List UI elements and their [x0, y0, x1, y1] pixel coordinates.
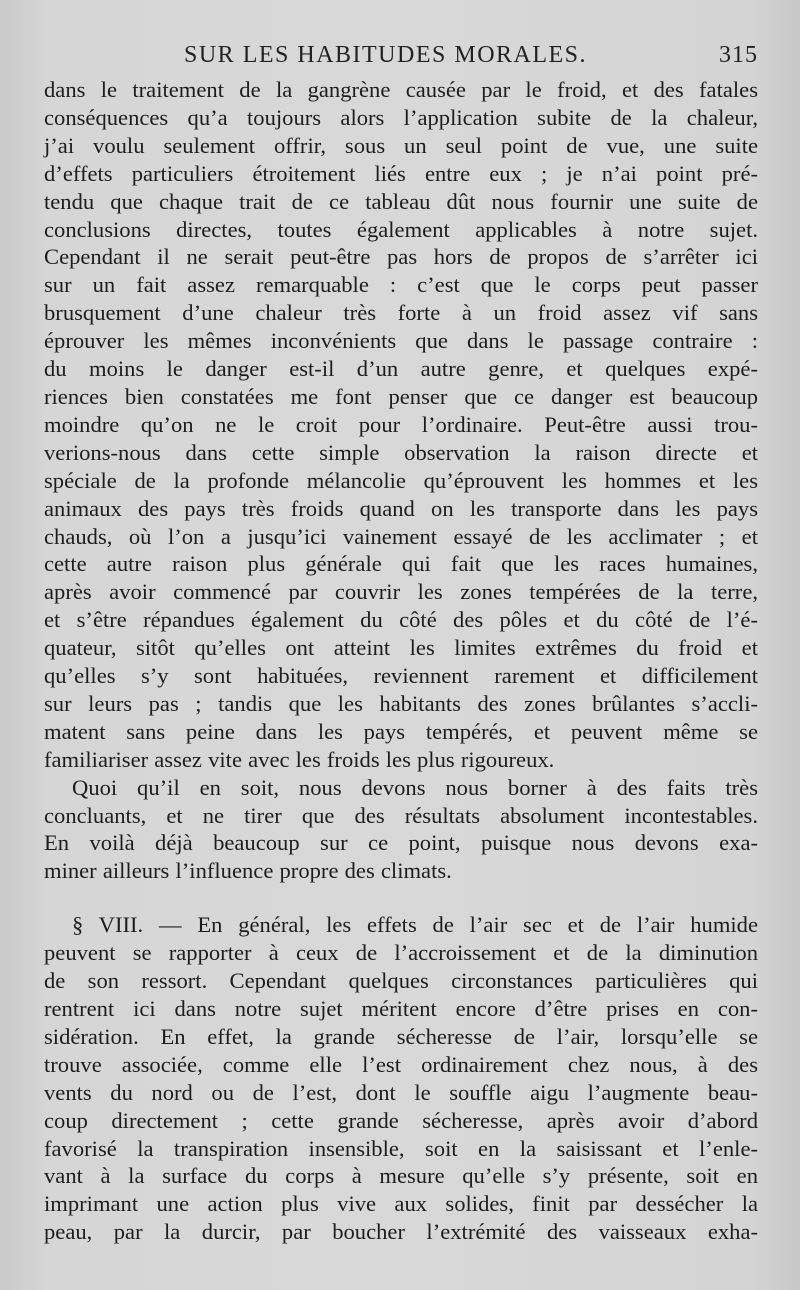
- text-line: j’ai voulu seulement offrir, sous un seul point de vue, une suite: [44, 132, 758, 158]
- text-line: sur un fait assez remarquable : c’est que le corps peut passer: [44, 272, 758, 298]
- paragraph-1: [44, 76, 758, 774]
- text-line: tendu que chaque trait de ce tableau dût nous fournir une suite de: [44, 188, 758, 214]
- text-line: riences bien constatées me font penser que ce danger est beaucoup: [44, 383, 758, 409]
- running-head: [44, 40, 758, 76]
- text-line: moindre qu’on ne le croit pour l’ordinaire. Peut-être aussi trou-: [44, 411, 758, 437]
- page-number: 315: [719, 42, 758, 68]
- text-line: trouve associée, comme elle l’est ordinairement chez nous, à des: [44, 1051, 758, 1077]
- text-line: cette autre raison plus générale qui fait que les races humaines,: [44, 551, 758, 577]
- text-line: En voilà déjà beaucoup sur ce point, puisque nous devons exa-: [44, 830, 758, 856]
- text-line: miner ailleurs l’influence propre des climats.: [44, 858, 452, 884]
- text-line: concluants, et ne tirer que des résultats absolument incontestables.: [44, 802, 758, 828]
- paragraph-3-section-viii: [44, 911, 758, 1246]
- text-line: peuvent se rapporter à ceux de l’accroissement et de la diminution: [44, 940, 758, 966]
- text-line: rentrent ici dans notre sujet méritent encore d’être prises en con-: [44, 996, 758, 1021]
- text-line: peau, par la durcir, par boucher l’extrémité des vaisseaux exha-: [44, 1219, 758, 1245]
- text-line: conclusions directes, toutes également applicables à notre sujet.: [44, 216, 758, 242]
- text-line: vant à la surface du corps à mesure qu’elle s’y présente, soit en: [44, 1163, 758, 1189]
- text-line: sur leurs pas ; tandis que les habitants des zones brûlantes s’accli-: [44, 690, 758, 716]
- text-line: d’effets particuliers étroitement liés entre eux ; je n’ai point pré-: [44, 160, 758, 186]
- text-line: chauds, où l’on a jusqu’ici vainement essayé de les acclimater ; et: [44, 523, 758, 549]
- body-text: [44, 76, 758, 1246]
- text-line: éprouver les mêmes inconvénients que dans le passage contraire :: [44, 328, 758, 354]
- text-line: Cependant il ne serait peut-être pas hors de propos de s’arrêter ici: [44, 244, 758, 270]
- text-line: coup directement ; cette grande sécheresse, après avoir d’abord: [44, 1107, 758, 1133]
- running-title: SUR LES HABITUDES MORALES.: [184, 42, 588, 68]
- text-line: sidération. En effet, la grande sécheresse de l’air, lorsqu’elle se: [44, 1023, 758, 1049]
- text-line: animaux des pays très froids quand on les transporte dans les pays: [44, 495, 758, 521]
- text-line: vents du nord ou de l’est, dont le souffle aigu l’augmente beau-: [44, 1079, 758, 1105]
- text-line: qu’elles s’y sont habituées, reviennent rarement et difficilement: [44, 663, 758, 689]
- text-line: du moins le danger est-il d’un autre genre, et quelques expé-: [44, 356, 758, 382]
- section-heading-line: § VIII. — En général, les effets de l’air sec et de l’air humide: [72, 912, 758, 938]
- text-line: et s’être répandues également du côté des pôles et du côté de l’é-: [44, 607, 758, 633]
- text-line: conséquences qu’a toujours alors l’application subite de la chaleur,: [44, 104, 758, 130]
- text-line: dans le traitement de la gangrène causée par le froid, et des fatales: [44, 77, 758, 102]
- text-line: quateur, sitôt qu’elles ont atteint les limites extrêmes du froid et: [44, 635, 758, 661]
- text-line: imprimant une action plus vive aux solides, finit par dessécher la: [44, 1191, 758, 1217]
- section-gap: [44, 885, 758, 911]
- text-line: de son ressort. Cependant quelques circonstances particulières qui: [44, 968, 758, 994]
- text-line: familiariser assez vite avec les froids les plus rigoureux.: [44, 746, 555, 772]
- text-line: verions-nous dans cette simple observation la raison directe et: [44, 439, 758, 465]
- paragraph-2: [44, 774, 758, 886]
- text-line: après avoir commencé par couvrir les zones tempérées de la terre,: [44, 579, 758, 605]
- text-line: spéciale de la profonde mélancolie qu’éprouvent les hommes et les: [44, 467, 758, 493]
- text-line: brusquement d’une chaleur très forte à un froid assez vif sans: [44, 300, 758, 326]
- text-line: Quoi qu’il en soit, nous devons nous borner à des faits très: [72, 774, 758, 800]
- text-line: matent sans peine dans les pays tempérés, et peuvent même se: [44, 718, 758, 744]
- text-line: favorisé la transpiration insensible, soit en la saisissant et l’enle-: [44, 1135, 758, 1161]
